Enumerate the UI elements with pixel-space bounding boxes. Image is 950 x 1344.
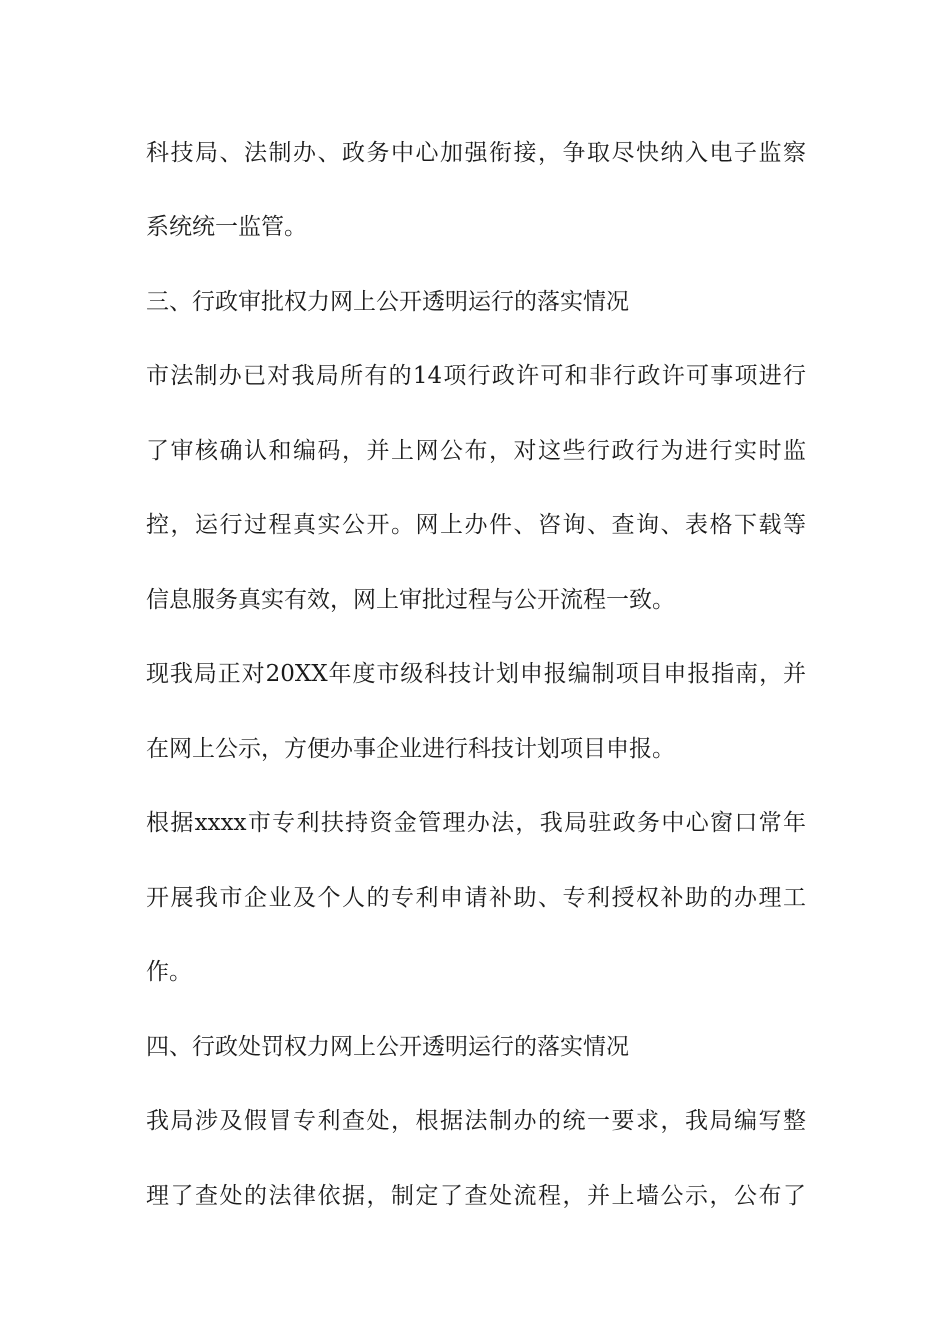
text-line-1: 科技局、法制办、政务中心加强衔接，争取尽快纳入电子监察: [146, 140, 806, 166]
text-line-8: 现我局正对20XX年度市级科技计划申报编制项目申报指南，并: [146, 661, 806, 687]
section-heading-4: 四、行政处罚权力网上公开透明运行的落实情况: [146, 1034, 629, 1060]
text-line-4: 市法制办已对我局所有的14项行政许可和非行政许可事项进行: [146, 363, 806, 389]
text-line-2: 系统统一监管。: [146, 214, 307, 240]
text-line-15: 理了查处的法律依据，制定了查处流程，并上墙公示，公布了: [146, 1183, 806, 1209]
section-heading-3: 三、行政审批权力网上公开透明运行的落实情况: [146, 289, 629, 315]
text-line-7: 信息服务真实有效，网上审批过程与公开流程一致。: [146, 587, 675, 613]
text-line-11: 开展我市企业及个人的专利申请补助、专利授权补助的办理工: [146, 885, 806, 911]
text-line-12: 作。: [146, 959, 192, 985]
text-line-10: 根据xxxx市专利扶持资金管理办法，我局驻政务中心窗口常年: [146, 810, 806, 836]
text-line-6: 控，运行过程真实公开。网上办件、咨询、查询、表格下载等: [146, 512, 806, 538]
text-line-14: 我局涉及假冒专利查处，根据法制办的统一要求，我局编写整: [146, 1108, 806, 1134]
text-line-5: 了审核确认和编码，并上网公布，对这些行政行为进行实时监: [146, 438, 806, 464]
text-line-9: 在网上公示，方便办事企业进行科技计划项目申报。: [146, 736, 675, 762]
